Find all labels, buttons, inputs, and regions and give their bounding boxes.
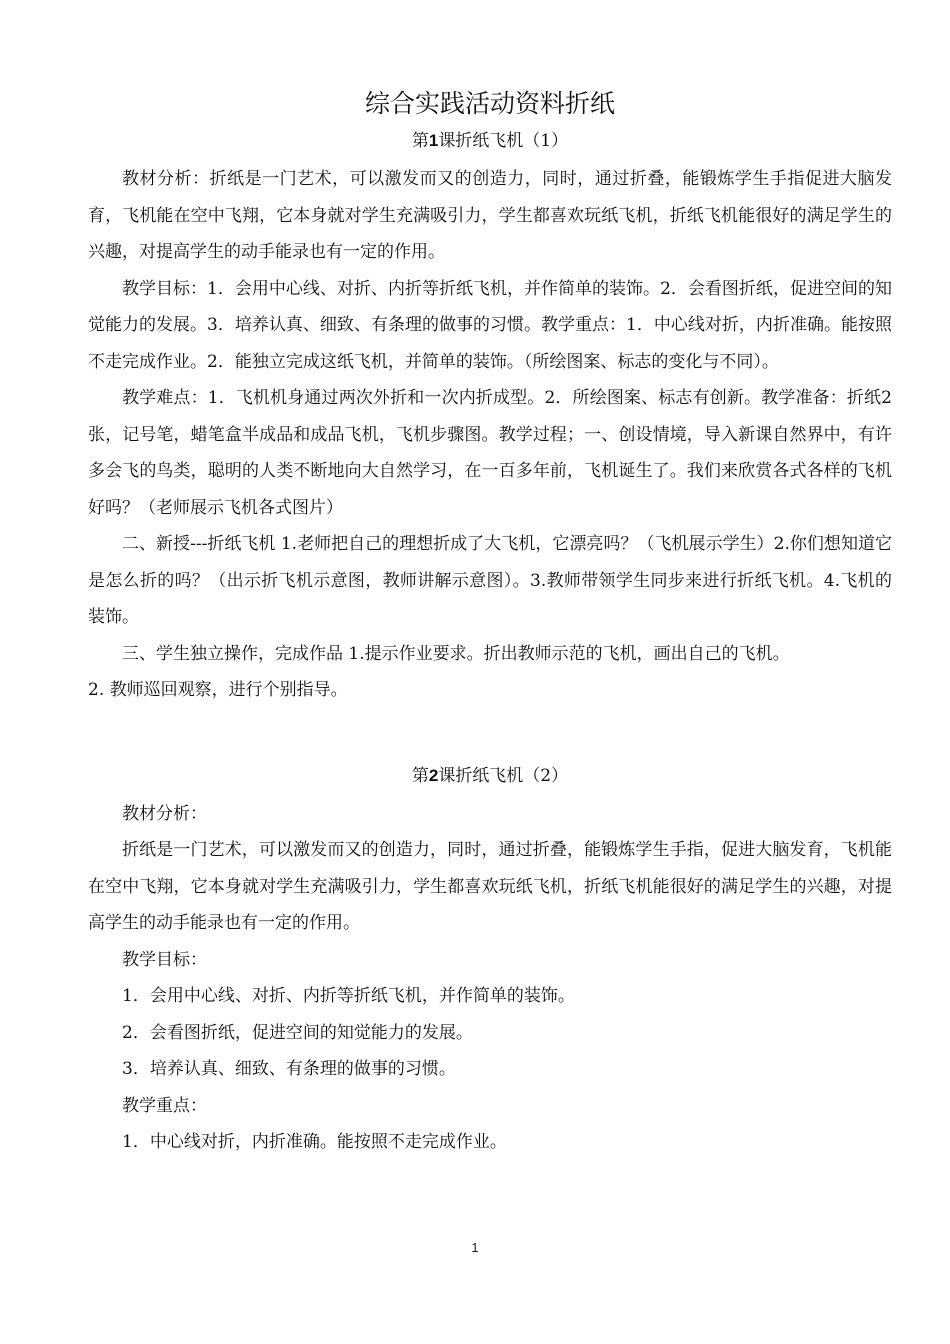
lesson1-new-lesson-paragraph: 二、新授---折纸飞机 1.老师把自己的理想折成了大飞机，它漂亮吗？（飞机展示学生）2.你们想知道它是怎么折的吗？（出示折飞机示意图，教师讲解示意图）。3.教师带领学生同步来进行折纸飞机。4.飞机的装饰。: [88, 534, 892, 627]
lesson2-key-points-label: 教学重点：: [122, 1095, 207, 1116]
lesson2-analysis-text: 折纸是一门艺术，可以激发而又的创造力，同时，通过折叠，能锻炼学生手指，促进大脑发育，飞机能在空中飞翔，它本身就对学生充满吸引力，学生都喜欢玩纸飞机，折纸飞机能很好的满足学生的兴趣，对提高学生的动手能录也有一定的作用。: [88, 840, 892, 933]
lesson1-practice-paragraph: 三、学生独立操作，完成作品 1.提示作业要求。折出教师示范的飞机，画出自己的飞机。: [122, 643, 790, 664]
lesson1-difficulty-paragraph: 教学难点：1．飞机机身通过两次外折和一次内折成型。2．所绘图案、标志有创新。教学准备：折纸2张，记号笔，蜡笔盒半成品和成品飞机，飞机步骤图。教学过程；一、创设情境，导入新课自然界中，有许多会飞的鸟类，聪明的人类不断地向大自然学习，在一百多年前，飞机诞生了。我们来欣赏各式各样的飞机好吗？（老师展示飞机各式图片）: [88, 388, 892, 518]
lesson2-heading-number: 2: [428, 765, 439, 785]
page-number: 1: [471, 1240, 479, 1255]
lesson1-heading: [88, 128, 892, 154]
lesson1-analysis-paragraph: 教材分析：折纸是一门艺术，可以激发而又的创造力，同时，通过折叠，能锻炼学生手指促进大脑发育，飞机能在空中飞翔，它本身就对学生充满吸引力，学生都喜欢玩纸飞机，折纸飞机能很好的满足学生的兴趣，对提高学生的动手能录也有一定的作用。: [88, 169, 892, 262]
lesson1-last-line: 2. 教师巡回观察，进行个别指导。: [88, 680, 348, 700]
lesson2-heading: [88, 763, 892, 789]
section-spacer: [88, 709, 892, 763]
lesson1-goals-paragraph: 教学目标：1．会用中心线、对折、内折等折纸飞机，并作简单的装饰。2．会看图折纸，促进空间的知觉能力的发展。3．培养认真、细致、有条理的做事的习惯。教学重点：1．中心线对折，内折准确。能按照不走完成作业。2．能独立完成这纸飞机，并简单的装饰。（所绘图案、标志的变化与不同）。: [88, 278, 892, 372]
lesson2-key-point-item: 1．中心线对折，内折准确。能按照不走完成作业。: [122, 1132, 507, 1152]
lesson2-goal-item: 3．培养认真、细致、有条理的做事的习惯。: [122, 1059, 456, 1079]
lesson2-goals-label: 教学目标：: [122, 949, 207, 970]
lesson1-heading-prefix: 第: [411, 131, 429, 151]
lesson2-analysis-label: 教材分析：: [122, 803, 207, 824]
lesson2-goal-item: 1．会用中心线、对折、内折等折纸飞机，并作简单的装饰。: [122, 986, 575, 1006]
lesson1-heading-number: 1: [428, 131, 439, 150]
lesson1-heading-suffix: 课折纸飞机（1）: [438, 131, 569, 151]
lesson2-heading-suffix: 课折纸飞机（2）: [438, 765, 569, 786]
lesson2-heading-prefix: 第: [411, 765, 429, 786]
lesson2-goal-item: 2．会看图折纸，促进空间的知觉能力的发展。: [122, 1022, 473, 1043]
document-title: 综合实践活动资料折纸: [364, 89, 615, 118]
document-page: [88, 86, 892, 1161]
